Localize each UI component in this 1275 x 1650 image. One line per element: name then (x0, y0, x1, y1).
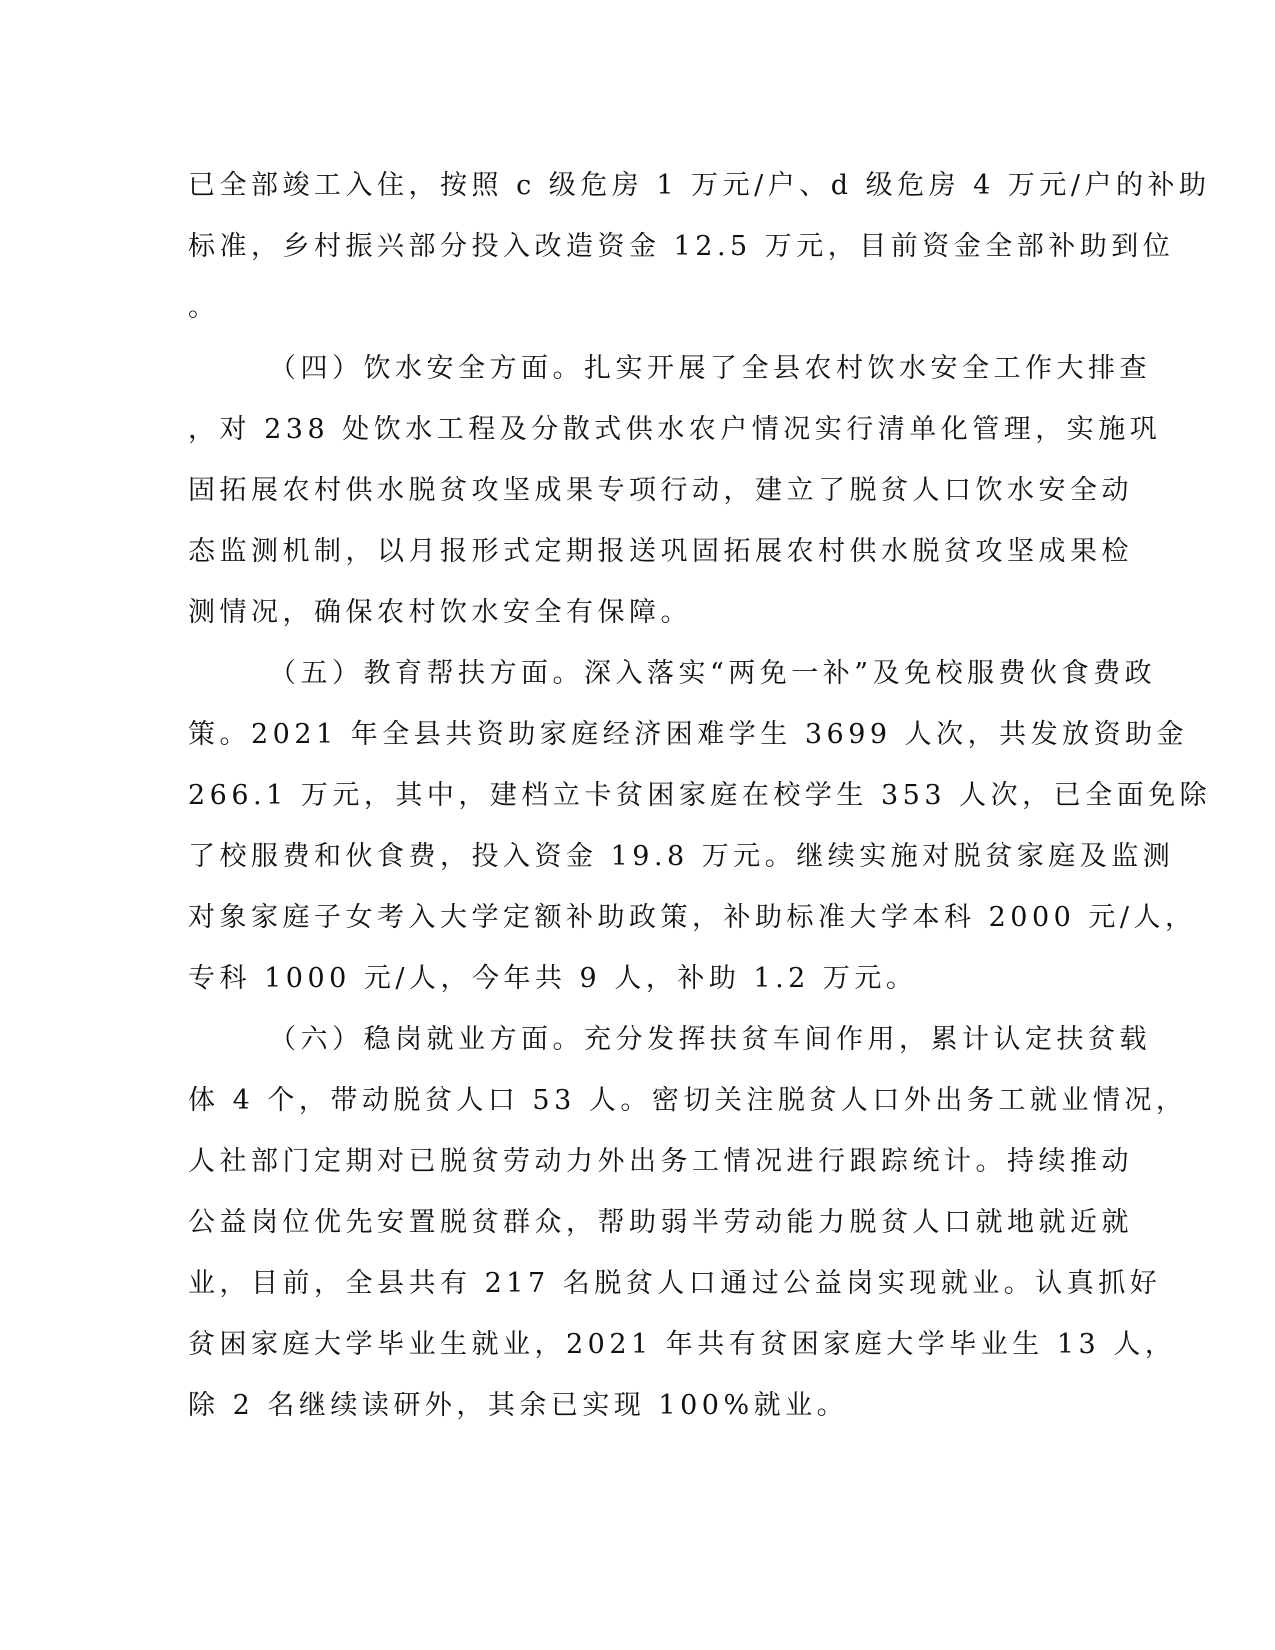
section-heading-line: （六）稳岗就业方面。充分发挥扶贫车间作用，累计认定扶贫载 (269, 1024, 1151, 1055)
text-line: 对象家庭子女考入大学定额补助政策，补助标准大学本科 2000 元/人， (188, 902, 1197, 933)
text-line: 标准，乡村振兴部分投入改造资金 12.5 万元，目前资金全部补助到位 (188, 231, 1175, 262)
text-line: 体 4 个，带动脱贫人口 53 人。密切关注脱贫人口外出务工就业情况， (188, 1085, 1188, 1116)
text-line: 除 2 名继续读研外，其余已实现 100%就业。 (188, 1390, 849, 1421)
text-line: 了校服费和伙食费，投入资金 19.8 万元。继续实施对脱贫家庭及监测 (188, 841, 1175, 872)
text-line: 。 (188, 292, 220, 323)
text-line: 测情况，确保农村饮水安全有保障。 (188, 597, 692, 628)
text-line: ，对 238 处饮水工程及分散式供水农户情况实行清单化管理，实施巩 (188, 414, 1162, 445)
text-line: 策。2021 年全县共资助家庭经济困难学生 3699 人次，共发放资助金 (188, 719, 1189, 750)
text-line: 已全部竣工入住，按照 c 级危房 1 万元/户、d 级危房 4 万元/户的补助 (188, 170, 1211, 201)
text-line: 266.1 万元，其中，建档立卡贫困家庭在校学生 353 人次，已全面免除 (188, 780, 1212, 811)
text-line: 专科 1000 元/人，今年共 9 人，补助 1.2 万元。 (188, 963, 918, 994)
text-line: 人社部门定期对已脱贫劳动力外出务工情况进行跟踪统计。持续推动 (188, 1146, 1133, 1177)
section-heading-line: （五）教育帮扶方面。深入落实“两免一补”及免校服费伙食费政 (269, 658, 1157, 689)
document-body (188, 155, 1212, 1436)
text-line: 业，目前，全县共有 217 名脱贫人口通过公益岗实现就业。认真抓好 (188, 1268, 1162, 1299)
text-line: 贫困家庭大学毕业生就业，2021 年共有贫困家庭大学毕业生 13 人， (188, 1329, 1177, 1360)
section-heading-line: （四）饮水安全方面。扎实开展了全县农村饮水安全工作大排查 (269, 353, 1151, 384)
text-line: 态监测机制，以月报形式定期报送巩固拓展农村供水脱贫攻坚成果检 (188, 536, 1133, 567)
text-line: 公益岗位优先安置脱贫群众，帮助弱半劳动能力脱贫人口就地就近就 (188, 1207, 1133, 1238)
text-line: 固拓展农村供水脱贫攻坚成果专项行动，建立了脱贫人口饮水安全动 (188, 475, 1133, 506)
